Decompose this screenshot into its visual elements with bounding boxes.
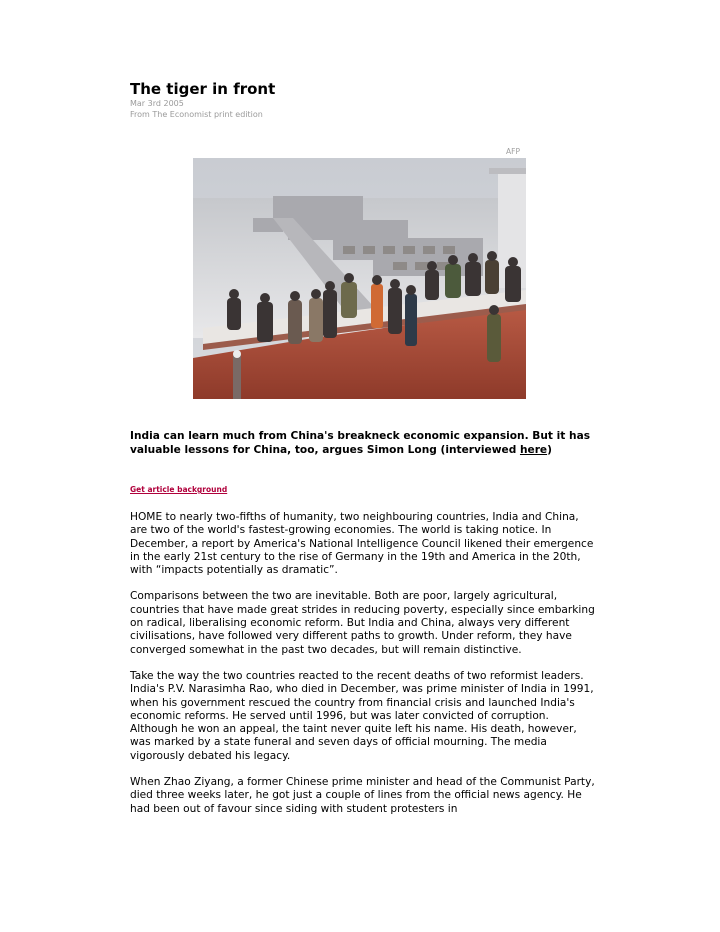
interview-link[interactable]: here <box>519 444 548 456</box>
article-background-link[interactable]: Get article background <box>130 485 228 494</box>
rubric-end: ) <box>547 444 552 456</box>
paragraph: HOME to nearly two-fifths of humanity, two neighbouring countries, India and China, are two of the world's fastest-growing economies. The world is taking notice. In December, a report by America's National Intelligence Council likened their emergence in the early 21st century to the rise of Germany in the 19th and America in the 20th, with “impacts potentially as dramatic”. <box>130 511 594 577</box>
paragraph: Comparisons between the two are inevitable. Both are poor, largely agricultural, countries that have made great strides in reducing poverty, especially since embarking on radical, liberalising economic reform. But India and China, always very different civilisations, have followed very different paths to growth. Under reform, they have converged somewhat in the past two decades, but will remain distinctive. <box>130 590 595 656</box>
article-source: From The Economist print edition <box>130 110 263 119</box>
rooftop-photo <box>193 158 526 399</box>
paragraph: When Zhao Ziyang, a former Chinese prime minister and head of the Communist Party, died three weeks later, he got just a couple of lines from the official news agency. He had been out of favour since siding with student protesters in <box>130 776 595 815</box>
article-header <box>130 80 590 120</box>
paragraph: Take the way the two countries reacted to the recent deaths of two reformist leaders. India's P.V. Narasimha Rao, who died in December, was prime minister of India in 1991, when his government rescued the country from financial crisis and launched India's economic reforms. He served until 1996, but was later convicted of corruption. Although he won an appeal, the taint never quite left his name. His death, however, was marked by a state funeral and seven days of official mourning. The media vigorously debated his legacy. <box>130 669 594 762</box>
rubric-text: India can learn much from China's breakneck economic expansion. But it has valuable lessons for China, too, argues Simon Long (interviewed <box>130 430 591 456</box>
article-date: Mar 3rd 2005 <box>130 99 184 108</box>
article-title: The tiger in front <box>130 80 276 98</box>
article-body <box>130 511 595 829</box>
photo-credit: AFP <box>506 147 520 156</box>
article-rubric <box>130 429 595 457</box>
